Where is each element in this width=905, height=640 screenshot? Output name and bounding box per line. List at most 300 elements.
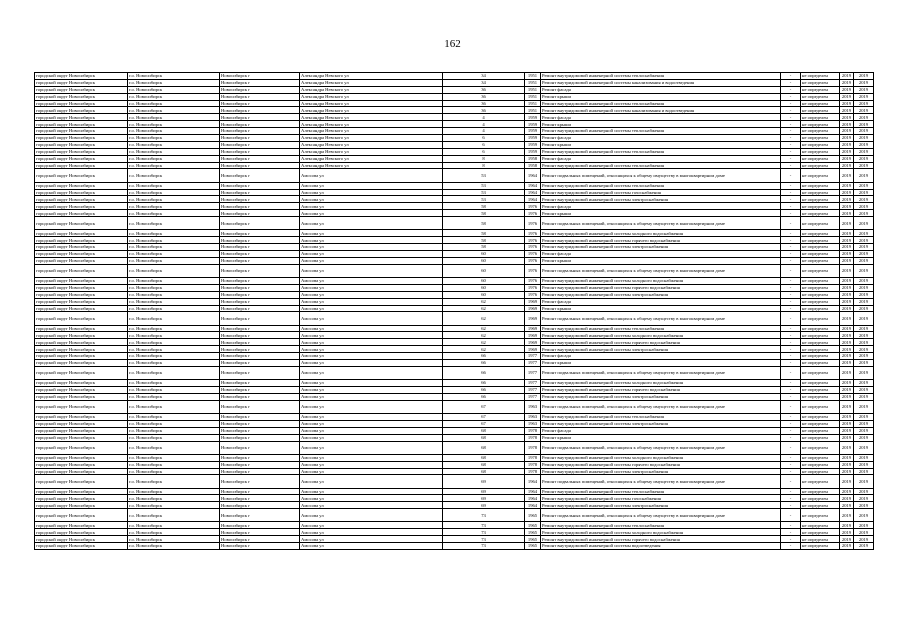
cell-street: Амосова ул [300,312,443,325]
cell-year-built: 1977 [525,380,541,387]
cell-settlement: Новосибирск г [220,114,300,121]
cell-okrug: городской округ Новосибирск [35,536,128,543]
cell-okrug: городской округ Новосибирск [35,217,128,230]
cell-work-type: Ремонт внутридомовой инженерной системы горячего водоснабжения [541,237,781,244]
cell-plan-end: 2019 [854,121,874,128]
cell-year-built: 1978 [525,454,541,461]
cell-year-built: 1976 [525,217,541,230]
cell-house-number: 66 [443,393,525,400]
cell-municipality: г.о. Новосибирск [128,509,220,522]
cell-street: Амосова ул [300,461,443,468]
cell-cost: не определен [801,454,840,461]
cell-plan-end: 2019 [854,155,874,162]
cell-dash: - [781,264,801,277]
cell-settlement: Новосибирск г [220,182,300,189]
cell-cost: не определен [801,332,840,339]
table-row [35,128,874,135]
cell-cost: не определен [801,141,840,148]
cell-okrug: городской округ Новосибирск [35,393,128,400]
cell-plan-end: 2019 [854,346,874,353]
cell-plan-end: 2019 [854,366,874,379]
cell-plan-start: 2019 [840,305,854,312]
cell-street: Амосова ул [300,454,443,461]
table-row [35,346,874,353]
table-row [35,468,874,475]
cell-municipality: г.о. Новосибирск [128,400,220,413]
table-row [35,250,874,257]
cell-year-built: 1969 [525,332,541,339]
cell-house-number: 73 [443,509,525,522]
cell-okrug: городской округ Новосибирск [35,413,128,420]
cell-dash: - [781,509,801,522]
cell-year-built: 1969 [525,312,541,325]
cell-house-number: 58 [443,244,525,251]
cell-plan-start: 2019 [840,121,854,128]
cell-work-type: Ремонт фасада [541,155,781,162]
cell-plan-end: 2019 [854,148,874,155]
cell-settlement: Новосибирск г [220,387,300,394]
cell-work-type: Ремонт внутридомовой инженерной системы электроснабжения [541,244,781,251]
cell-plan-end: 2019 [854,543,874,550]
cell-municipality: г.о. Новосибирск [128,393,220,400]
cell-cost: не определен [801,502,840,509]
cell-work-type: Ремонт внутридомовой инженерной системы канализования и водоотведения [541,79,781,86]
cell-okrug: городской округ Новосибирск [35,196,128,203]
cell-house-number: 73 [443,536,525,543]
cell-year-built: 1965 [525,522,541,529]
cell-municipality: г.о. Новосибирск [128,387,220,394]
cell-municipality: г.о. Новосибирск [128,141,220,148]
cell-year-built: 1976 [525,244,541,251]
table-row [35,454,874,461]
cell-settlement: Новосибирск г [220,284,300,291]
cell-house-number: 6 [443,148,525,155]
cell-street: Амосова ул [300,305,443,312]
cell-dash: - [781,114,801,121]
cell-year-built: 1977 [525,360,541,367]
cell-plan-end: 2019 [854,468,874,475]
cell-year-built: 1976 [525,291,541,298]
cell-municipality: г.о. Новосибирск [128,244,220,251]
cell-settlement: Новосибирск г [220,148,300,155]
cell-okrug: городской округ Новосибирск [35,264,128,277]
cell-municipality: г.о. Новосибирск [128,495,220,502]
cell-street: Амосова ул [300,529,443,536]
cell-okrug: городской округ Новосибирск [35,495,128,502]
cell-dash: - [781,169,801,182]
cell-dash: - [781,366,801,379]
cell-street: Амосова ул [300,420,443,427]
table-row [35,196,874,203]
cell-plan-start: 2019 [840,387,854,394]
cell-plan-end: 2019 [854,400,874,413]
cell-cost: не определен [801,100,840,107]
cell-house-number: 68 [443,461,525,468]
cell-cost: не определен [801,387,840,394]
cell-plan-start: 2019 [840,189,854,196]
cell-work-type: Ремонт подвальных помещений, относящихся к общему имуществу в многоквартирном доме [541,441,781,454]
cell-work-type: Ремонт подвальных помещений, относящихся к общему имуществу в многоквартирном доме [541,509,781,522]
cell-plan-start: 2019 [840,346,854,353]
cell-plan-start: 2019 [840,128,854,135]
cell-dash: - [781,100,801,107]
cell-house-number: 58 [443,237,525,244]
cell-plan-start: 2019 [840,250,854,257]
cell-street: Амосова ул [300,169,443,182]
cell-plan-end: 2019 [854,162,874,169]
cell-cost: не определен [801,114,840,121]
cell-house-number: 62 [443,325,525,332]
cell-municipality: г.о. Новосибирск [128,162,220,169]
cell-settlement: Новосибирск г [220,536,300,543]
cell-settlement: Новосибирск г [220,189,300,196]
cell-cost: не определен [801,264,840,277]
cell-year-built: 1959 [525,148,541,155]
cell-plan-end: 2019 [854,128,874,135]
table-row [35,488,874,495]
cell-municipality: г.о. Новосибирск [128,257,220,264]
cell-dash: - [781,73,801,80]
cell-street: Амосова ул [300,434,443,441]
cell-plan-start: 2019 [840,529,854,536]
cell-settlement: Новосибирск г [220,509,300,522]
cell-municipality: г.о. Новосибирск [128,250,220,257]
cell-house-number: 60 [443,277,525,284]
cell-dash: - [781,162,801,169]
cell-plan-start: 2019 [840,148,854,155]
table-row [35,121,874,128]
cell-cost: не определен [801,461,840,468]
cell-plan-end: 2019 [854,141,874,148]
cell-street: Амосова ул [300,196,443,203]
cell-year-built: 1963 [525,400,541,413]
table-row [35,189,874,196]
cell-street: Александра Невского ул [300,93,443,100]
cell-settlement: Новосибирск г [220,162,300,169]
cell-okrug: городской округ Новосибирск [35,93,128,100]
cell-plan-start: 2019 [840,237,854,244]
cell-house-number: 6 [443,141,525,148]
cell-plan-end: 2019 [854,86,874,93]
cell-municipality: г.о. Новосибирск [128,79,220,86]
cell-work-type: Ремонт внутридомовой инженерной системы горячего водоснабжения [541,284,781,291]
cell-settlement: Новосибирск г [220,475,300,488]
cell-cost: не определен [801,529,840,536]
cell-year-built: 1964 [525,189,541,196]
cell-plan-end: 2019 [854,203,874,210]
cell-cost: не определен [801,413,840,420]
cell-plan-end: 2019 [854,434,874,441]
cell-settlement: Новосибирск г [220,346,300,353]
cell-plan-start: 2019 [840,93,854,100]
cell-okrug: городской округ Новосибирск [35,79,128,86]
table-row [35,475,874,488]
cell-house-number: 62 [443,332,525,339]
cell-work-type: Ремонт подвальных помещений, относящихся к общему имуществу в многоквартирном доме [541,312,781,325]
cell-year-built: 1976 [525,250,541,257]
cell-dash: - [781,380,801,387]
cell-dash: - [781,420,801,427]
cell-year-built: 1977 [525,387,541,394]
cell-plan-start: 2019 [840,114,854,121]
cell-house-number: 62 [443,312,525,325]
cell-municipality: г.о. Новосибирск [128,346,220,353]
cell-dash: - [781,536,801,543]
cell-work-type: Ремонт фасада [541,135,781,142]
cell-work-type: Ремонт крыши [541,257,781,264]
cell-house-number: 68 [443,434,525,441]
cell-work-type: Ремонт фасада [541,250,781,257]
cell-cost: не определен [801,237,840,244]
cell-house-number: 53 [443,189,525,196]
cell-street: Амосова ул [300,237,443,244]
cell-dash: - [781,360,801,367]
table-row [35,86,874,93]
cell-year-built: 1964 [525,495,541,502]
cell-plan-end: 2019 [854,182,874,189]
cell-dash: - [781,325,801,332]
cell-settlement: Новосибирск г [220,522,300,529]
cell-cost: не определен [801,468,840,475]
cell-year-built: 1977 [525,393,541,400]
table-row [35,73,874,80]
cell-plan-end: 2019 [854,230,874,237]
cell-settlement: Новосибирск г [220,454,300,461]
cell-year-built: 1977 [525,353,541,360]
cell-dash: - [781,148,801,155]
cell-municipality: г.о. Новосибирск [128,298,220,305]
cell-dash: - [781,217,801,230]
cell-okrug: городской округ Новосибирск [35,162,128,169]
cell-okrug: городской округ Новосибирск [35,277,128,284]
cell-year-built: 1969 [525,346,541,353]
cell-okrug: городской округ Новосибирск [35,210,128,217]
cell-work-type: Ремонт фасада [541,427,781,434]
table-row [35,325,874,332]
cell-dash: - [781,107,801,114]
cell-settlement: Новосибирск г [220,230,300,237]
cell-house-number: 34 [443,79,525,86]
cell-settlement: Новосибирск г [220,237,300,244]
cell-house-number: 68 [443,441,525,454]
cell-dash: - [781,244,801,251]
cell-plan-end: 2019 [854,93,874,100]
cell-year-built: 1969 [525,339,541,346]
cell-plan-end: 2019 [854,114,874,121]
cell-dash: - [781,203,801,210]
table-row [35,536,874,543]
table-row [35,441,874,454]
cell-dash: - [781,312,801,325]
cell-year-built: 1965 [525,543,541,550]
cell-settlement: Новосибирск г [220,100,300,107]
cell-plan-end: 2019 [854,332,874,339]
table-row [35,148,874,155]
cell-plan-start: 2019 [840,413,854,420]
cell-year-built: 1978 [525,427,541,434]
cell-dash: - [781,298,801,305]
cell-municipality: г.о. Новосибирск [128,196,220,203]
cell-cost: не определен [801,305,840,312]
cell-plan-end: 2019 [854,339,874,346]
cell-settlement: Новосибирск г [220,543,300,550]
cell-house-number: 36 [443,100,525,107]
cell-municipality: г.о. Новосибирск [128,148,220,155]
table-row [35,284,874,291]
table-row [35,502,874,509]
cell-plan-start: 2019 [840,502,854,509]
cell-plan-end: 2019 [854,189,874,196]
cell-work-type: Ремонт внутридомовой инженерной системы электроснабжения [541,346,781,353]
cell-year-built: 1959 [525,135,541,142]
table-row [35,393,874,400]
cell-plan-start: 2019 [840,509,854,522]
cell-street: Амосова ул [300,230,443,237]
table-row [35,93,874,100]
cell-year-built: 1976 [525,237,541,244]
cell-plan-end: 2019 [854,427,874,434]
cell-settlement: Новосибирск г [220,353,300,360]
cell-plan-start: 2019 [840,380,854,387]
cell-settlement: Новосибирск г [220,420,300,427]
cell-year-built: 1951 [525,107,541,114]
cell-settlement: Новосибирск г [220,488,300,495]
cell-dash: - [781,488,801,495]
cell-plan-end: 2019 [854,291,874,298]
table-row [35,298,874,305]
cell-okrug: городской округ Новосибирск [35,434,128,441]
cell-municipality: г.о. Новосибирск [128,284,220,291]
cell-year-built: 1959 [525,128,541,135]
cell-dash: - [781,79,801,86]
cell-work-type: Ремонт фасада [541,298,781,305]
cell-house-number: 60 [443,264,525,277]
table-row [35,434,874,441]
cell-work-type: Ремонт внутридомовой инженерной системы горячего водоснабжения [541,536,781,543]
cell-house-number: 6 [443,135,525,142]
cell-municipality: г.о. Новосибирск [128,93,220,100]
cell-settlement: Новосибирск г [220,217,300,230]
cell-okrug: городской округ Новосибирск [35,353,128,360]
cell-plan-start: 2019 [840,73,854,80]
cell-municipality: г.о. Новосибирск [128,182,220,189]
table-row [35,366,874,379]
cell-street: Амосова ул [300,189,443,196]
cell-work-type: Ремонт крыши [541,93,781,100]
cell-year-built: 1978 [525,461,541,468]
cell-okrug: городской округ Новосибирск [35,257,128,264]
cell-plan-start: 2019 [840,291,854,298]
cell-house-number: 67 [443,400,525,413]
cell-work-type: Ремонт внутридомовой инженерной системы холодного водоснабжения [541,380,781,387]
cell-year-built: 1969 [525,298,541,305]
cell-municipality: г.о. Новосибирск [128,522,220,529]
cell-work-type: Ремонт крыши [541,210,781,217]
cell-work-type: Ремонт крыши [541,141,781,148]
cell-street: Амосова ул [300,360,443,367]
cell-dash: - [781,86,801,93]
cell-dash: - [781,305,801,312]
cell-work-type: Ремонт подвальных помещений, относящихся к общему имуществу в многоквартирном доме [541,366,781,379]
cell-dash: - [781,237,801,244]
table-row [35,100,874,107]
cell-municipality: г.о. Новосибирск [128,86,220,93]
cell-street: Александра Невского ул [300,79,443,86]
cell-dash: - [781,277,801,284]
cell-year-built: 1976 [525,284,541,291]
table-row [35,420,874,427]
cell-municipality: г.о. Новосибирск [128,434,220,441]
cell-okrug: городской округ Новосибирск [35,244,128,251]
cell-street: Амосова ул [300,387,443,394]
cell-cost: не определен [801,488,840,495]
cell-plan-end: 2019 [854,298,874,305]
cell-dash: - [781,346,801,353]
cell-year-built: 1959 [525,141,541,148]
cell-plan-end: 2019 [854,420,874,427]
cell-settlement: Новосибирск г [220,339,300,346]
cell-cost: не определен [801,360,840,367]
cell-year-built: 1963 [525,420,541,427]
cell-dash: - [781,353,801,360]
table-row [35,353,874,360]
cell-municipality: г.о. Новосибирск [128,468,220,475]
cell-street: Александра Невского ул [300,121,443,128]
cell-plan-start: 2019 [840,461,854,468]
cell-work-type: Ремонт внутридомовой инженерной системы теплоснабжения [541,100,781,107]
cell-okrug: городской округ Новосибирск [35,441,128,454]
cell-plan-start: 2019 [840,264,854,277]
cell-dash: - [781,189,801,196]
cell-year-built: 1977 [525,366,541,379]
cell-work-type: Ремонт фасада [541,114,781,121]
cell-cost: не определен [801,155,840,162]
cell-municipality: г.о. Новосибирск [128,502,220,509]
cell-plan-start: 2019 [840,277,854,284]
cell-plan-end: 2019 [854,79,874,86]
cell-street: Александра Невского ул [300,86,443,93]
cell-municipality: г.о. Новосибирск [128,264,220,277]
cell-plan-start: 2019 [840,353,854,360]
cell-dash: - [781,461,801,468]
table-row [35,237,874,244]
cell-plan-start: 2019 [840,400,854,413]
cell-okrug: городской округ Новосибирск [35,346,128,353]
cell-okrug: городской округ Новосибирск [35,420,128,427]
cell-plan-start: 2019 [840,332,854,339]
cell-street: Александра Невского ул [300,135,443,142]
cell-dash: - [781,210,801,217]
cell-work-type: Ремонт внутридомовой инженерной системы холодного водоснабжения [541,277,781,284]
cell-work-type: Ремонт внутридомовой инженерной системы горячего водоснабжения [541,339,781,346]
cell-work-type: Ремонт внутридомовой инженерной системы электроснабжения [541,393,781,400]
cell-cost: не определен [801,543,840,550]
cell-house-number: 62 [443,305,525,312]
cell-plan-start: 2019 [840,475,854,488]
cell-settlement: Новосибирск г [220,107,300,114]
cell-cost: не определен [801,250,840,257]
cell-cost: не определен [801,182,840,189]
cell-plan-end: 2019 [854,107,874,114]
cell-okrug: городской округ Новосибирск [35,380,128,387]
cell-house-number: 66 [443,380,525,387]
cell-work-type: Ремонт внутридомовой инженерной системы электроснабжения [541,468,781,475]
cell-plan-start: 2019 [840,230,854,237]
cell-plan-end: 2019 [854,441,874,454]
cell-settlement: Новосибирск г [220,169,300,182]
cell-street: Амосова ул [300,380,443,387]
cell-dash: - [781,196,801,203]
